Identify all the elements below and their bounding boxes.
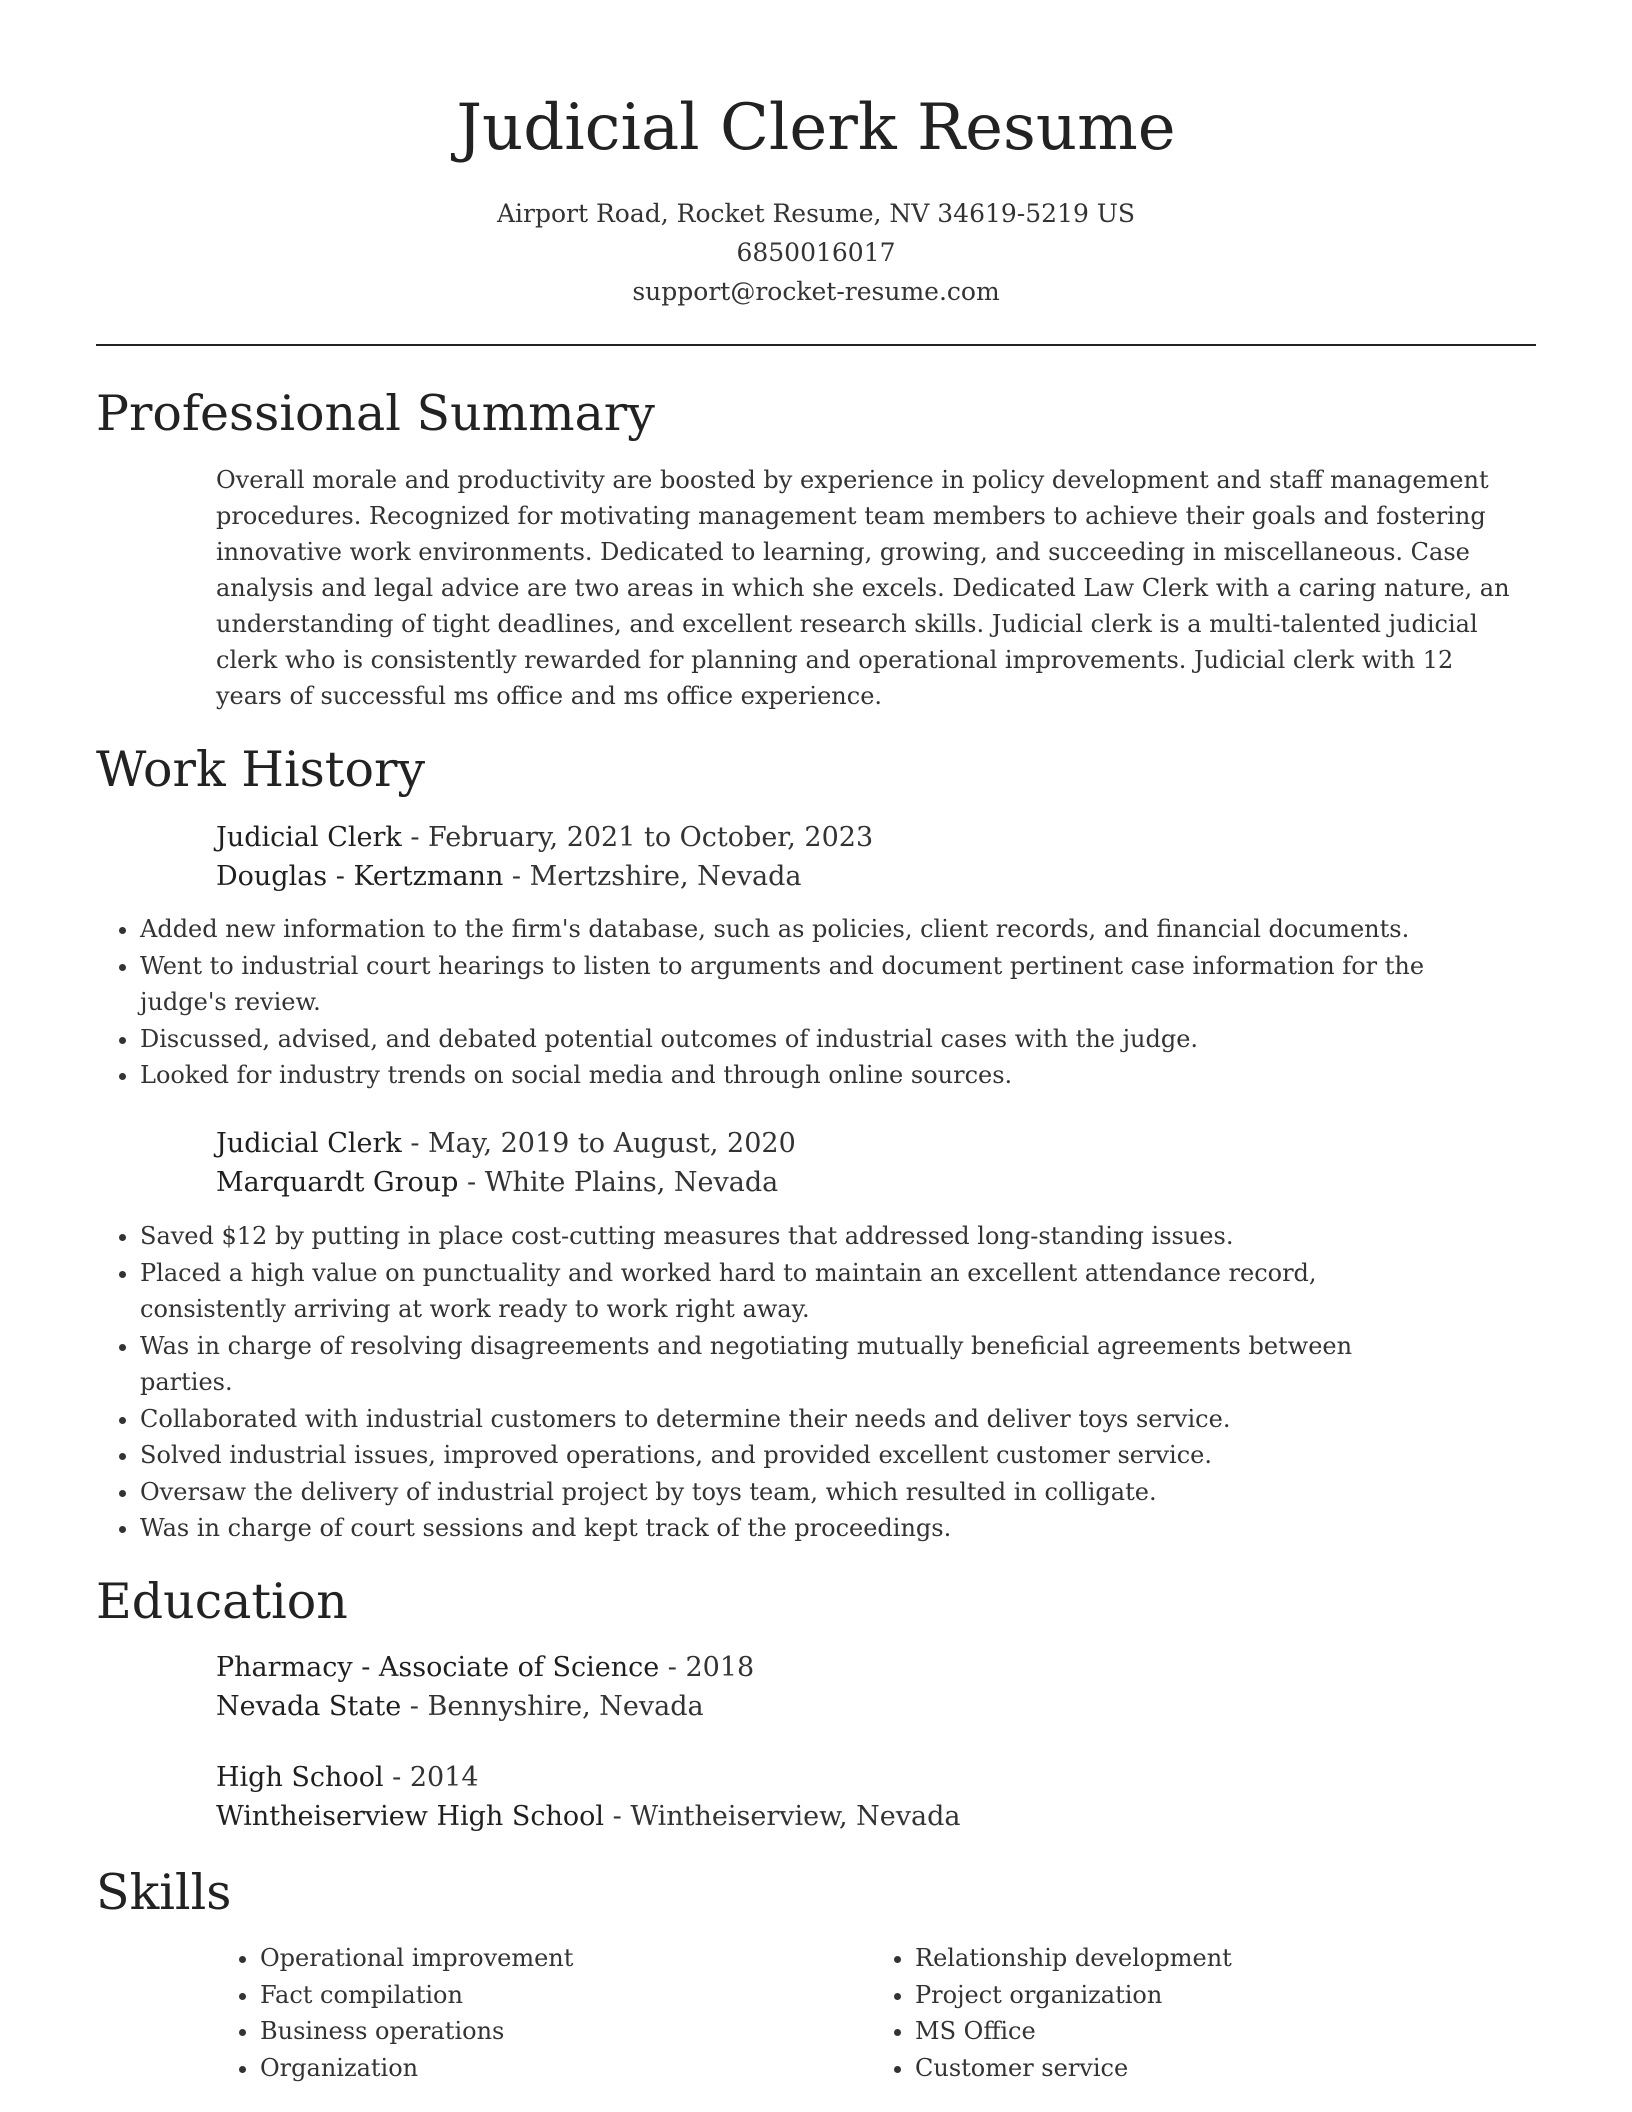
graduation-year: - 2018 [659, 1652, 755, 1683]
section-title-professional-summary: Professional Summary [96, 385, 655, 442]
phone-number: 6850016017 [736, 238, 896, 267]
job-company-line [216, 857, 1526, 896]
section-title-work-history: Work History [96, 741, 426, 798]
school-line [216, 1797, 1526, 1836]
school-name: Nevada State [216, 1691, 402, 1722]
company-location: - Mertzshire, Nevada [503, 861, 802, 892]
skill-item: • MS Office [915, 2013, 1526, 2050]
header-divider [96, 344, 1536, 346]
job-company-line [216, 1163, 1526, 1202]
school-location: - Bennyshire, Nevada [401, 1691, 704, 1722]
degree-line [216, 1648, 1526, 1687]
page-title: Judicial Clerk Resume [456, 91, 1176, 165]
education-entry [216, 1648, 1526, 1726]
degree-line [216, 1758, 1526, 1797]
list-item: • Added new information to the firm's database, such as policies, client records, and financial documents. [140, 911, 1450, 948]
list-item: • Placed a high value on punctuality and worked hard to maintain an excellent attendance record, consistently arriving at work ready to work right away. [140, 1255, 1450, 1328]
job-dates: - February, 2021 to October, 2023 [401, 822, 874, 853]
job-title: Judicial Clerk [216, 1128, 402, 1159]
school-line [216, 1687, 1526, 1726]
skills-column-right [871, 1940, 1526, 2086]
job-title-line [216, 818, 1526, 857]
job-entry [216, 1124, 1526, 1202]
skill-item: • Project organization [915, 1977, 1526, 2014]
list-item: • Was in charge of resolving disagreements and negotiating mutually beneficial agreements between parties. [140, 1328, 1450, 1401]
skill-item: • Business operations [260, 2013, 871, 2050]
company-location: - White Plains, Nevada [458, 1167, 779, 1198]
degree: High School [216, 1762, 384, 1793]
school-name: Wintheiserview High School [216, 1801, 605, 1832]
graduation-year: - 2014 [383, 1762, 479, 1793]
skill-item: • Customer service [915, 2050, 1526, 2087]
skill-item: • Fact compilation [260, 1977, 871, 2014]
job-bullets [96, 911, 1450, 1094]
skill-item: • Relationship development [915, 1940, 1526, 1977]
list-item: • Was in charge of court sessions and kept track of the proceedings. [140, 1510, 1450, 1547]
degree: Pharmacy - Associate of Science [216, 1652, 660, 1683]
job-title-line [216, 1124, 1526, 1163]
job-bullets [96, 1218, 1450, 1547]
list-item: • Oversaw the delivery of industrial project by toys team, which resulted in colligate. [140, 1474, 1450, 1511]
summary-text: Overall morale and productivity are boosted by experience in policy development and staff management procedures. Recognized for motivating management team members to achieve their goals and fostering innovative work environments. Dedicated to learning, growing, and succeeding in miscellaneous. Case analysis and legal advice are two areas in which she excels. Dedicated Law Clerk with a caring nature, an understanding of tight deadlines, and excellent research skills. Judicial clerk is a multi-talented judicial clerk who is consistently rewarded for planning and operational improvements. Judicial clerk with 12 years of successful ms office and ms office experience. [216, 466, 1510, 710]
resume-page [96, 0, 1536, 2082]
list-item: • Solved industrial issues, improved operations, and provided excellent customer service. [140, 1437, 1450, 1474]
education-entry [216, 1758, 1526, 1836]
job-title: Judicial Clerk [216, 822, 402, 853]
skills-list [216, 1940, 1526, 2086]
skills-column-left [216, 1940, 871, 2086]
resume-header [96, 0, 1536, 346]
section-title-education: Education [96, 1573, 348, 1630]
contact-info [96, 194, 1536, 311]
email-address: support@rocket-resume.com [632, 277, 1000, 306]
company-name: Marquardt Group [216, 1167, 459, 1198]
section-title-skills: Skills [96, 1864, 232, 1921]
job-entry [216, 818, 1526, 896]
list-item: • Looked for industry trends on social media and through online sources. [140, 1057, 1450, 1094]
address: Airport Road, Rocket Resume, NV 34619-5219 US [496, 199, 1136, 228]
skill-item: • Operational improvement [260, 1940, 871, 1977]
school-location: - Wintheiserview, Nevada [604, 1801, 961, 1832]
list-item: • Discussed, advised, and debated potential outcomes of industrial cases with the judge. [140, 1021, 1450, 1058]
company-name: Douglas - Kertzmann [216, 861, 504, 892]
job-dates: - May, 2019 to August, 2020 [401, 1128, 796, 1159]
list-item: • Collaborated with industrial customers to determine their needs and deliver toys service. [140, 1401, 1450, 1438]
list-item: • Went to industrial court hearings to listen to arguments and document pertinent case information for the judge's review. [140, 948, 1450, 1021]
skill-item: • Organization [260, 2050, 871, 2087]
list-item: • Saved $12 by putting in place cost-cutting measures that addressed long-standing issues. [140, 1218, 1450, 1255]
